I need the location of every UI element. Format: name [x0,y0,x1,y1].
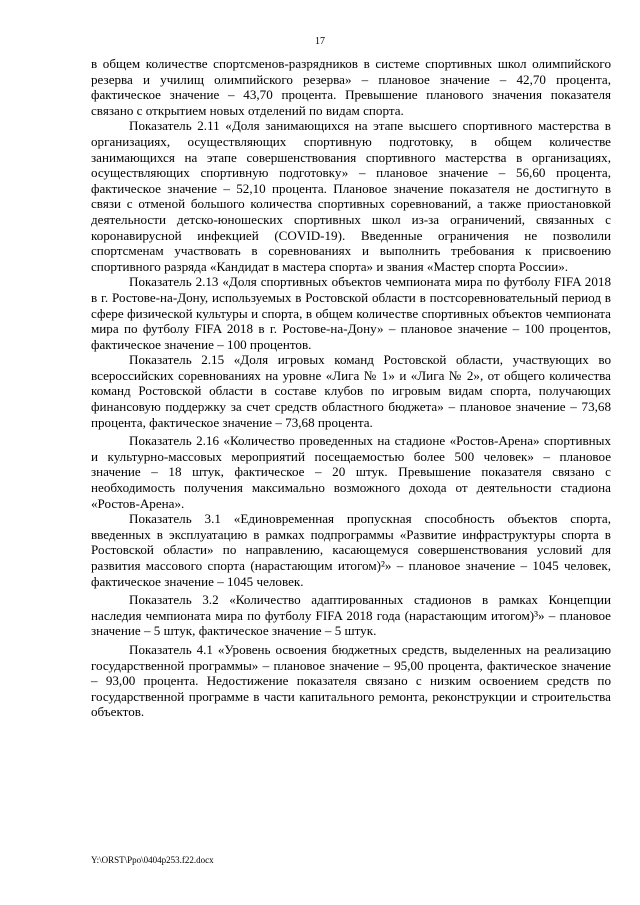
paragraph-indicator-2-13: Показатель 2.13 «Доля спортивных объектов чемпионата мира по футболу FIFA 2018 в г. Ростове-на-Дону, используемых в Ростовской области в постсоревновательный период в сфере физической культуры и спорта, в общем количестве спортивных объектов чемпионата мира по футболу FIFA 2018 в г. Ростове-на-Дону» – плановое значение – 100 процентов, фактическое значение – 100 процентов. [91,274,611,352]
paragraph-indicator-3-1: Показатель 3.1 «Единовременная пропускная способность объектов спорта, введенных в эксплуатацию в рамках подпрограммы «Развитие инфраструктуры спорта в Ростовской области» по направлению, касающемуся совершенствования условий для развития массового спорта (нарастающим итогом)²» – плановое значение – 1045 человек, фактическое значение – 1045 человек. [91,511,611,589]
paragraph-indicator-2-15: Показатель 2.15 «Доля игровых команд Ростовской области, участвующих во всероссийских соревнованиях на уровне «Лига № 1» и «Лига № 2», от общего количества команд Ростовской области в составе клубов по игровым видам спорта, получающих финансовую поддержку за счет средств областного бюджета» – плановое значение – 73,68 процента, фактическое значение – 73,68 процента. [91,352,611,430]
paragraph-indicator-3-2: Показатель 3.2 «Количество адаптированных стадионов в рамках Концепции наследия чемпионата мира по футболу FIFA 2018 года (нарастающим итогом)³» – плановое значение – 5 штук, фактическое значение – 5 штук. [91,592,611,639]
page-number: 17 [315,36,325,47]
footer-file-path: Y:\ORST\Ppo\0404p253.f22.docx [91,855,214,865]
paragraph-continuation: в общем количестве спортсменов-разрядников в системе спортивных школ олимпийского резерва и училищ олимпийского резерва» – плановое значение – 42,70 процента, фактическое значение – 43,70 процента. Превышение планового значения показателя связано с открытием новых отделений по видам спорта. [91,56,611,118]
document-body [91,56,611,720]
paragraph-indicator-2-11: Показатель 2.11 «Доля занимающихся на этапе высшего спортивного мастерства в организациях, осуществляющих спортивную подготовку, в общем количестве занимающихся на этапе совершенствования спортивного мастерства в организациях, осуществляющих спортивную подготовку» – плановое значение – 56,60 процента, фактическое значение – 52,10 процента. Плановое значение показателя не достигнуто в связи с отменой большого количества спортивных соревнований, а также приостановкой деятельности детско-юношеских спортивных школ из-за ограничений, связанных с коронавирусной инфекцией (COVID-19). Введенные ограничения не позволили спортсменам участвовать в соревнованиях и выполнить требования к присвоению спортивного разряда «Кандидат в мастера спорта» и звания «Мастер спорта России». [91,118,611,274]
paragraph-indicator-4-1: Показатель 4.1 «Уровень освоения бюджетных средств, выделенных на реализацию государственной программы» – плановое значение – 95,00 процента, фактическое значение – 93,00 процента. Недостижение показателя связано с низким освоением средств по государственной программе в части капитального ремонта, реконструкции и строительства объектов. [91,641,611,720]
paragraph-indicator-2-16: Показатель 2.16 «Количество проведенных на стадионе «Ростов-Арена» спортивных и культурно-массовых мероприятий посещаемостью более 500 человек» – плановое значение – 18 штук, фактическое – 20 штук. Превышение показателя связано с необходимость получения максимально возможного дохода от деятельности стадиона «Ростов-Арена». [91,433,611,511]
